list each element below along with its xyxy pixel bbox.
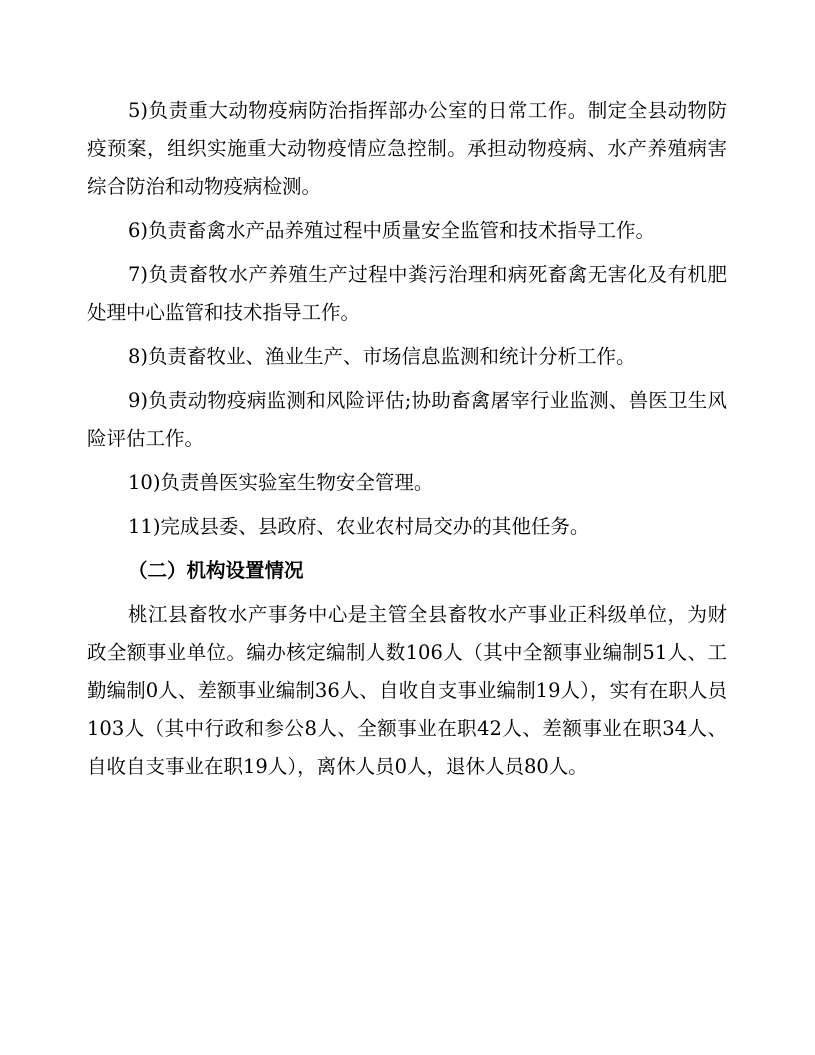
duty-item-9: 9)负责动物疫病监测和风险评估;协助畜禽屠宰行业监测、兽医卫生风险评估工作。 — [87, 389, 727, 450]
duty-item-8: 8)负责畜牧业、渔业生产、市场信息监测和统计分析工作。 — [128, 345, 636, 368]
duty-item-5: 5)负责重大动物疫病防治指挥部办公室的日常工作。制定全县动物防疫预案，组织实施重大动物疫情应急控制。承担动物疫病、水产养殖病害综合防治和动物疫病检测。 — [87, 99, 727, 198]
duty-item-11: 11)完成县委、县政府、农业农村局交办的其他任务。 — [128, 515, 590, 538]
duty-item-10: 10)负责兽医实验室生物安全管理。 — [128, 471, 434, 494]
section-heading: （二）机构设置情况 — [128, 559, 304, 582]
duty-item-6: 6)负责畜禽水产品养殖过程中质量安全监管和技术指导工作。 — [128, 219, 656, 242]
section-body: 桃江县畜牧水产事务中心是主管全县畜牧水产事业正科级单位，为财政全额事业单位。编办核定编制人数106人（其中全额事业编制51人、工勤编制0人、差额事业编制36人、自收自支事业编制19人），实有在职人员103人（其中行政和参公8人、全额事业在职42人、差额事业在职34人、自收自支事业在职19人），离休人员0人，退休人员80人。 — [87, 603, 727, 778]
document-body — [87, 92, 727, 792]
duty-item-7: 7)负责畜牧水产养殖生产过程中粪污治理和病死畜禽无害化及有机肥处理中心监管和技术指导工作。 — [87, 263, 727, 324]
